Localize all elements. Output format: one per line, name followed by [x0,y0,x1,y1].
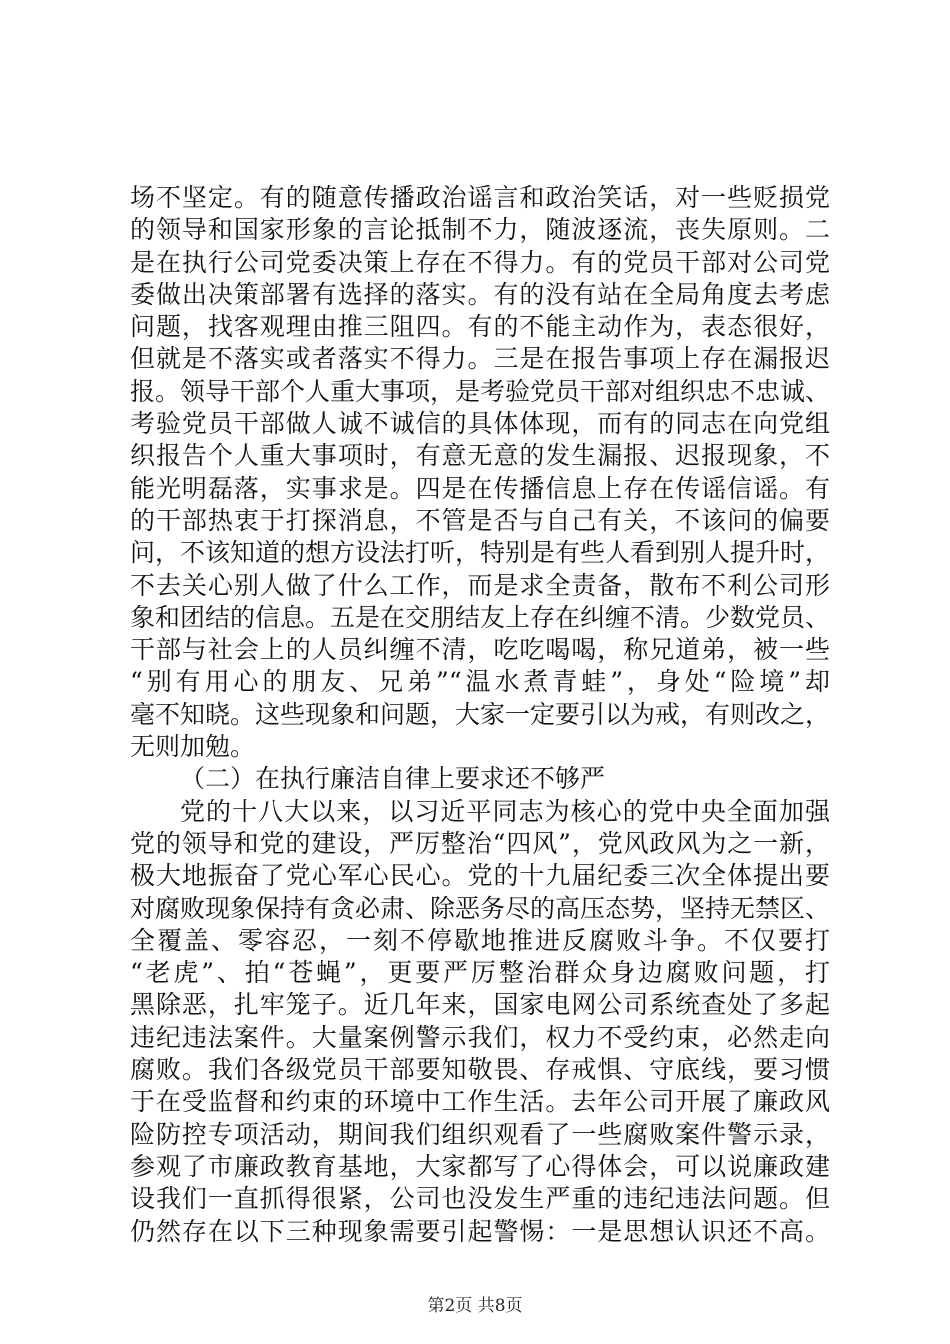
text-line: “别有用心的朋友、兄弟”“温水煮青蛙”，身处“险境”却 [130,667,830,697]
text-line: 是在执行公司党委决策上存在不得力。有的党员干部对公司党 [130,247,830,277]
text-line: 的干部热衷于打探消息，不管是否与自己有关，不该问的偏要 [130,505,830,535]
text-line: 违纪违法案件。大量案例警示我们，权力不受约束，必然走向 [130,1022,830,1052]
text-line: 能光明磊落，实事求是。四是在传播信息上存在传谣信谣。有 [130,473,830,503]
text-line: 象和团结的信息。五是在交朋结友上存在纠缠不清。少数党员、 [130,602,830,632]
text-line: 对腐败现象保持有贪必肃、除恶务尽的高压态势，坚持无禁区、 [130,893,830,923]
text-line: 无则加勉。 [130,732,256,762]
text-line: 仍然存在以下三种现象需要引起警惕：一是思想认识还不高。 [130,1216,830,1246]
text-line: 党的领导和党的建设，严厉整治“四风”，党风政风为之一新， [130,828,830,858]
text-line: 黑除恶，扎牢笼子。近几年来，国家电网公司系统查处了多起 [130,990,830,1020]
text-line: “老虎”、拍“苍蝇”，更要严厉整治群众身边腐败问题，打 [130,958,830,988]
text-line: 问，不该知道的想方设法打听，特别是有些人看到别人提升时， [130,538,830,568]
text-line: 但就是不落实或者落实不得力。三是在报告事项上存在漏报迟 [130,344,830,374]
text-line: 极大地振奋了党心军心民心。党的十九届纪委三次全体提出要 [130,861,830,891]
body-text [130,182,830,1248]
text-line: 干部与社会上的人员纠缠不清，吃吃喝喝，称兄道弟，被一些 [130,635,830,665]
text-line: 党的十八大以来，以习近平同志为核心的党中央全面加强 [180,796,830,826]
text-line: 报。领导干部个人重大事项，是考验党员干部对组织忠不忠诚、 [130,376,830,406]
text-line: 织报告个人重大事项时，有意无意的发生漏报、迟报现象，不 [130,441,830,471]
text-line: 场不坚定。有的随意传播政治谣言和政治笑话，对一些贬损党 [130,183,830,212]
page-footer [0,1296,950,1316]
section-heading: （二）在执行廉洁自律上要求还不够严 [180,764,606,794]
text-line: 腐败。我们各级党员干部要知敬畏、存戒惧、守底线，要习惯 [130,1055,830,1085]
text-line: 的领导和国家形象的言论抵制不力，随波逐流，丧失原则。二 [130,215,830,245]
text-line: 全覆盖、零容忍，一刻不停歇地推进反腐败斗争。不仅要打 [130,925,830,955]
text-line: 设我们一直抓得很紧，公司也没发生严重的违纪违法问题。但 [130,1184,830,1214]
text-line: 问题，找客观理由推三阻四。有的不能主动作为，表态很好， [130,312,830,342]
page-number: 第2页 共8页 [427,1296,523,1316]
text-line: 考验党员干部做人诚不诚信的具体体现，而有的同志在向党组 [130,409,830,439]
text-line: 毫不知晓。这些现象和问题，大家一定要引以为戒，有则改之， [130,699,830,729]
text-line: 于在受监督和约束的环境中工作生活。去年公司开展了廉政风 [130,1087,830,1117]
text-line: 委做出决策部署有选择的落实。有的没有站在全局角度去考虑 [130,279,830,309]
text-line: 参观了市廉政教育基地，大家都写了心得体会，可以说廉政建 [130,1151,830,1181]
text-line: 不去关心别人做了什么工作，而是求全责备，散布不利公司形 [130,570,830,600]
text-line: 险防控专项活动，期间我们组织观看了一些腐败案件警示录， [130,1119,830,1149]
